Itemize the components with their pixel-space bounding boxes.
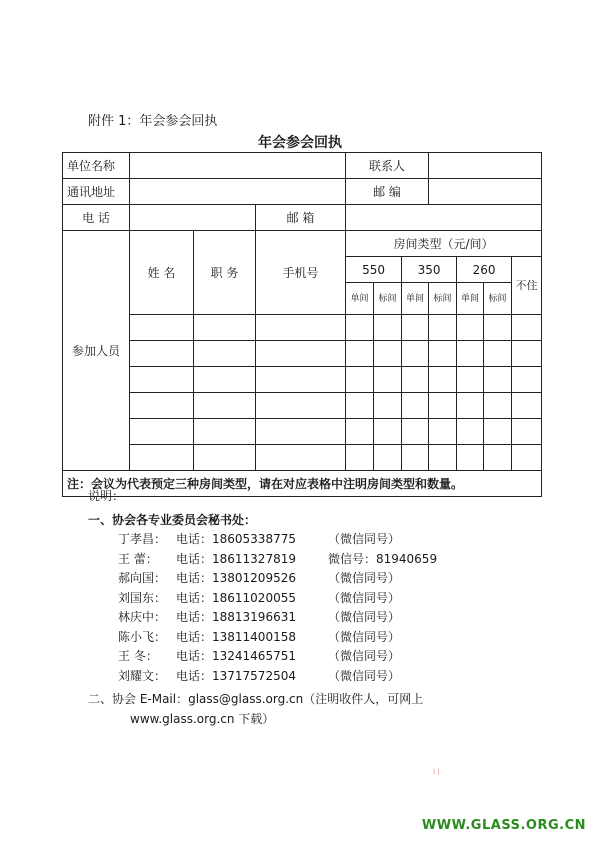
postcode-field[interactable] (429, 179, 542, 205)
contact-name: 郝向国： (118, 571, 167, 585)
contact-wechat: （微信同号） (328, 629, 401, 644)
list-item (88, 608, 423, 628)
contact-phone: 电话：13241465751 (176, 649, 296, 663)
unit-name-label: 单位名称 (63, 153, 130, 179)
address-field[interactable] (130, 179, 346, 205)
room-type-header: 房间类型（元/间） (346, 231, 542, 257)
contact-phone: 电话：13811400158 (176, 629, 296, 644)
single-room-350: 单间 (402, 283, 429, 315)
contact-phone: 电话：18611020055 (176, 590, 296, 605)
contact-phone: 电话：18813196631 (176, 610, 296, 624)
standard-room-350: 标间 (429, 283, 457, 315)
contact-wechat: （微信同号） (328, 571, 401, 585)
contact-name: 刘耀文： (118, 668, 167, 683)
postcode-label: 邮 编 (346, 179, 429, 205)
section1-title: 一、协会各专业委员会秘书处： (88, 512, 257, 527)
list-item (88, 667, 423, 687)
footer-watermark: WWW.GLASS.ORG.CN (421, 818, 586, 833)
contact-wechat: （微信同号） (328, 649, 401, 663)
price-260: 260 (457, 257, 512, 283)
form-note: 注：会议为代表预定三种房间类型，请在对应表格中注明房间类型和数量。 (63, 471, 542, 497)
standard-room-260: 标间 (484, 283, 512, 315)
notes-section (88, 487, 438, 729)
contact-phone: 电话：13717572504 (176, 668, 296, 683)
list-item (88, 647, 423, 667)
email-field[interactable] (346, 205, 542, 231)
attachment-label: 附件 1：年会参会回执 (88, 114, 218, 129)
contact-name: 刘国东： (118, 590, 167, 605)
no-stay-header: 不住 (512, 257, 542, 315)
registration-form (62, 152, 542, 497)
form-title: 年会参会回执 (258, 135, 342, 151)
section2 (88, 690, 423, 729)
phone-label: 电 话 (63, 205, 130, 231)
list-item (88, 628, 423, 648)
col-position-header: 职 务 (194, 231, 256, 315)
notes-label: 说明： (88, 489, 125, 503)
contact-wechat: （微信同号） (328, 532, 401, 546)
contact-name: 丁孝昌： (118, 532, 167, 546)
table-row[interactable] (63, 419, 542, 445)
contact-name: 王 蕾： (118, 551, 158, 566)
phone-field[interactable] (130, 205, 256, 231)
participants-label: 参加人员 (63, 231, 130, 471)
contact-wechat: （微信同号） (328, 610, 401, 624)
contact-name: 王 冬： (118, 649, 158, 663)
single-room-260: 单间 (457, 283, 484, 315)
list-item (88, 530, 423, 550)
address-label: 通讯地址 (63, 179, 130, 205)
single-room-550: 单间 (346, 283, 374, 315)
price-350: 350 (402, 257, 457, 283)
section2-line2[interactable]: www.glass.org.cn 下载） (130, 711, 275, 726)
list-item (88, 589, 423, 609)
contact-phone: 电话：18611327819 (176, 551, 296, 566)
contact-phone: 电话：18605338775 (176, 532, 296, 546)
list-item (88, 569, 423, 589)
contact-name: 林庆中： (118, 610, 167, 624)
contact-wechat: （微信同号） (328, 590, 401, 605)
contact-wechat: 微信号：81940659 (328, 551, 438, 566)
contact-name: 陈小飞： (118, 629, 167, 644)
table-row[interactable] (63, 393, 542, 419)
table-row[interactable] (63, 315, 542, 341)
contact-person-field[interactable] (429, 153, 542, 179)
unit-name-field[interactable] (130, 153, 346, 179)
col-mobile-header: 手机号 (256, 231, 346, 315)
contact-phone: 电话：13801209526 (176, 571, 296, 585)
stamp-mark: l l (433, 768, 440, 776)
contact-wechat: （微信同号） (328, 668, 401, 683)
list-item (88, 550, 438, 570)
table-row[interactable] (63, 367, 542, 393)
col-name-header: 姓 名 (130, 231, 194, 315)
table-row[interactable] (63, 445, 542, 471)
standard-room-550: 标间 (374, 283, 402, 315)
email-label: 邮 箱 (256, 205, 346, 231)
section2-line1[interactable]: 二、协会 E-Mail：glass@glass.org.cn（注明收件人，可网上 (88, 692, 424, 706)
contact-person-label: 联系人 (346, 153, 429, 179)
table-row[interactable] (63, 341, 542, 367)
price-550: 550 (346, 257, 402, 283)
